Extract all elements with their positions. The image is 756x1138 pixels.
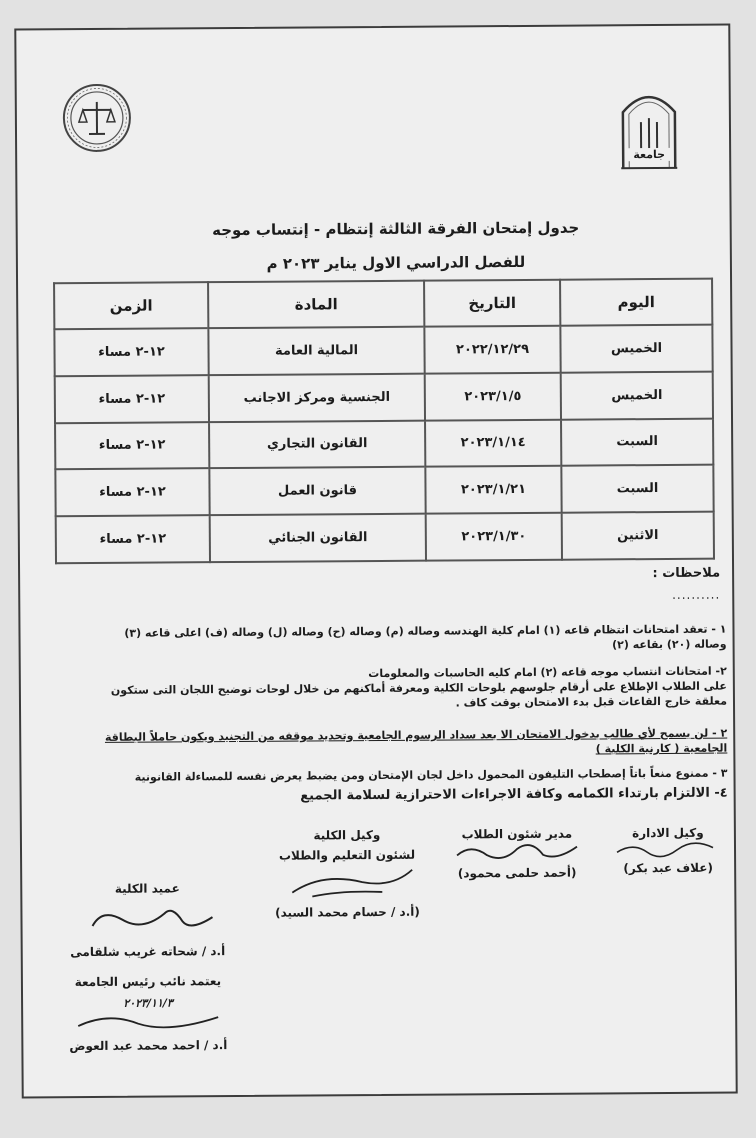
note-2-line-3: معلقة خارج القاعات قبل بدء الامتحان بوقت كاف . — [455, 694, 728, 710]
date-cell: ٢٠٢٣/١/٥ — [425, 373, 561, 421]
signature-dean-name: أ.د / شحاته غريب شلقامى — [70, 944, 226, 960]
signature-vp-name: أ.د / احمد محمد عبد العوض — [69, 1038, 228, 1054]
signature-dean — [52, 881, 243, 1053]
day-cell: الخميس — [561, 371, 713, 419]
handwritten-signature-icon — [447, 841, 587, 864]
table-row — [54, 325, 712, 376]
day-cell: الخميس — [560, 325, 712, 373]
day-cell: السبت — [561, 465, 713, 513]
subject-cell: القانون الجنائي — [210, 514, 426, 562]
table-row — [55, 465, 713, 516]
signature-vice-dean — [262, 828, 433, 920]
time-cell: ١٢-٢ مساء — [55, 469, 209, 517]
signature-director — [442, 826, 592, 880]
notes-dots: .......... — [672, 587, 721, 602]
time-cell: ١٢-٢ مساء — [55, 375, 209, 423]
signature-admin-title: وكيل الادارة — [632, 825, 704, 841]
date-cell: ٢٠٢٣/١/٢١ — [425, 466, 561, 514]
table-row — [56, 512, 714, 563]
day-cell: السبت — [561, 418, 713, 466]
date-cell: ٢٠٢٣/١/٣٠ — [426, 513, 562, 561]
signature-dean-title: عميد الكلية — [114, 881, 180, 896]
document-subtitle: للفصل الدراسي الاول يناير ٢٠٢٣ م — [266, 252, 526, 273]
subject-cell: الجنسية ومركز الاجانب — [209, 373, 425, 421]
note-1 — [50, 622, 726, 657]
subject-cell: القانون التجاري — [209, 420, 425, 468]
date-cell: ٢٠٢٣/١/١٤ — [425, 419, 561, 467]
notes-heading: ملاحظات : — [652, 565, 721, 582]
signature-vice-title-1: وكيل الكلية — [313, 827, 381, 843]
note-3-line-1: ٢ - لن يسمح لأي طالب بدخول الامتحان الا بعد سداد الرسوم الجامعية وتحديد موقفه من التجنيد ويكون حاملاً البطاقة — [104, 726, 728, 744]
note-1-line-2: وصاله (٢٠) بقاعه (٢) — [612, 637, 727, 652]
column-header-date: التاريخ — [424, 280, 560, 327]
table-row — [55, 371, 713, 422]
note-3 — [51, 726, 727, 761]
handwritten-signature-icon — [72, 895, 222, 942]
note-2-line-1: ٢- امتحانات انتساب موجه قاعه (٢) امام كليه الحاسبات والمعلومات — [368, 664, 727, 681]
column-header-time: الزمن — [54, 282, 208, 329]
time-cell: ١٢-٢ مساء — [54, 328, 208, 376]
time-cell: ١٢-٢ مساء — [55, 422, 209, 470]
handwritten-date: ٢٠٢٣/١١/٣ — [123, 996, 173, 1010]
note-5: ٤- الالتزام بارتداء الكمامه وكافة الاجراءات الاحترازية لسلامة الجميع — [300, 785, 728, 804]
date-cell: ٢٠٢٢/١٢/٢٩ — [424, 326, 560, 374]
subject-cell: قانون العمل — [209, 467, 425, 515]
subject-cell: المالية العامة — [208, 327, 424, 375]
university-logo-text: جامعة — [627, 148, 671, 161]
note-2-line-2: على الطلاب الإطلاع على أرقام جلوسهم بلوحات الكلية ومعرفة أماكنهم من خلال لوحات توضيح اللجان التى ستكون — [110, 679, 727, 697]
signature-admin-name: (علاف عبد بكر) — [623, 860, 713, 876]
note-2 — [51, 664, 727, 714]
note-3-line-2: الجامعية ( كارنية الكلية ) — [595, 741, 728, 756]
university-logo — [613, 82, 686, 175]
column-header-subject: المادة — [208, 281, 424, 329]
handwritten-signature-icon — [68, 1009, 228, 1036]
exam-schedule-table — [53, 278, 715, 565]
signature-approval: يعتمد نائب رئيس الجامعة — [74, 974, 222, 990]
column-header-day: اليوم — [560, 279, 712, 326]
signature-vice-title-2: لشئون التعليم والطلاب — [278, 847, 416, 863]
signature-director-name: (أحمد حلمى محمود) — [457, 865, 577, 881]
table-header-row — [54, 279, 712, 330]
handwritten-signature-icon — [272, 862, 422, 903]
note-4: ٣ - ممنوع منعاً باتاً إصطحاب التليفون المحمول داخل لجان الإمتحان ومن يضبط يعرض نفسه للمساءلة القانونية — [134, 766, 728, 784]
time-cell: ١٢-٢ مساء — [56, 515, 210, 563]
signature-director-title: مدير شئون الطلاب — [461, 826, 573, 842]
scales-of-justice-logo-icon — [61, 82, 134, 155]
signature-admin — [608, 826, 728, 876]
day-cell: الاثنين — [562, 512, 714, 560]
exam-document-sheet — [14, 24, 737, 1099]
handwritten-signature-icon — [613, 840, 723, 859]
document-title: جدول إمتحان الفرقة الثالثة إنتظام - إنتساب موجه — [212, 218, 580, 240]
note-1-line-1: ١ - تعقد امتحانات انتظام قاعه (١) امام كلية الهندسه وصاله (م) وصاله (ح) وصاله (ل) وصاله (ف) اعلى قاعه (٣) — [124, 622, 727, 640]
table-row — [55, 418, 713, 469]
signature-vice-name: (أ.د / حسام محمد السيد) — [275, 904, 420, 920]
